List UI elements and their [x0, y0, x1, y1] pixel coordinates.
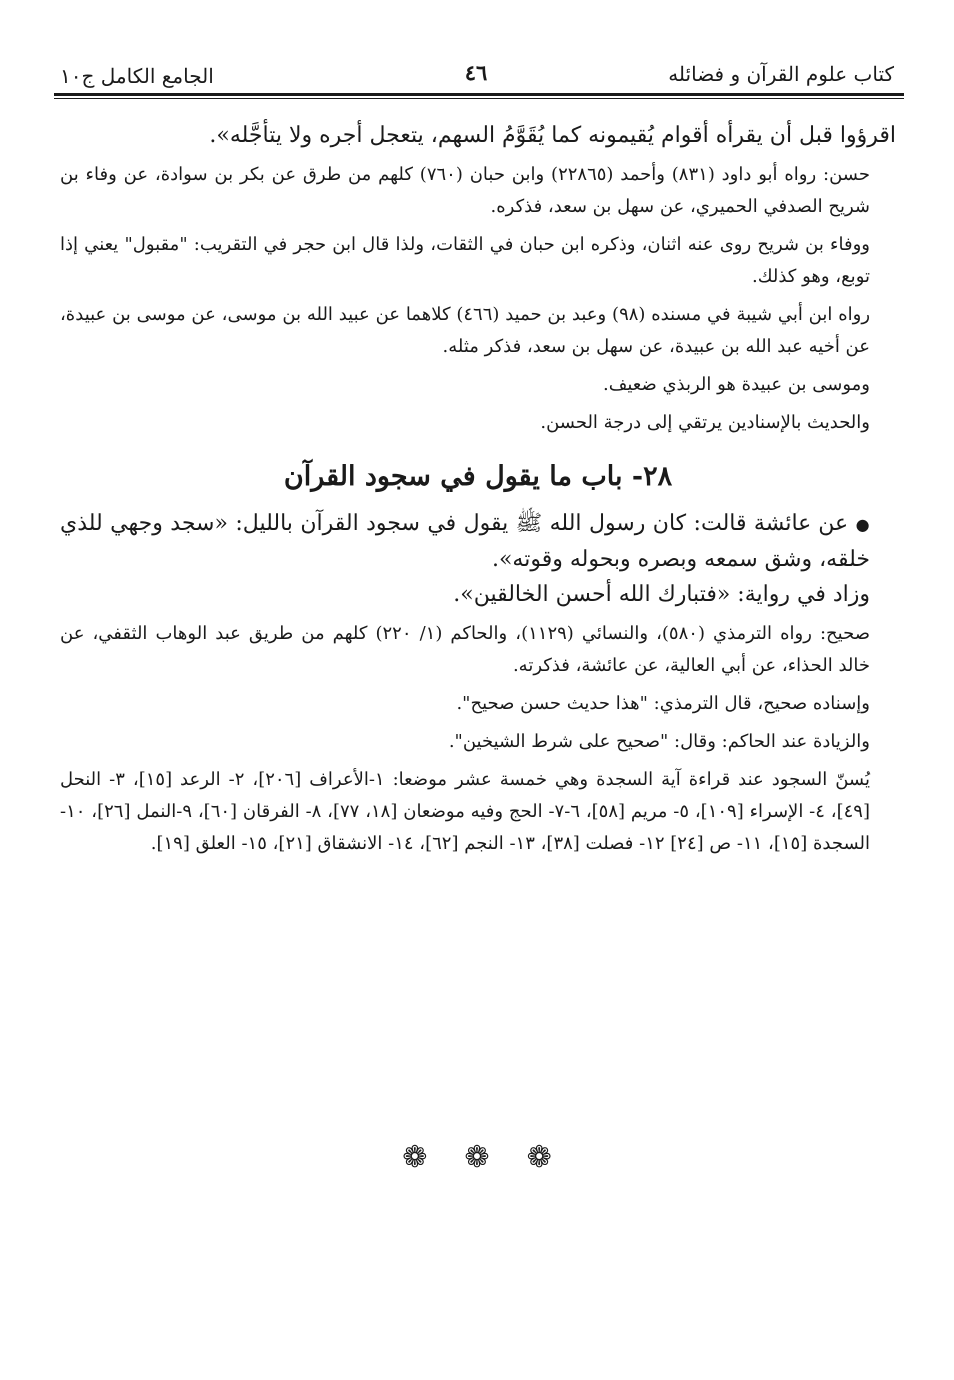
ornament-icon: ❁ [526, 1140, 552, 1175]
ornament-icon: ❁ [402, 1140, 428, 1175]
page-header [50, 56, 902, 96]
header-rule-thin [54, 98, 904, 99]
bullet-icon: ● [855, 515, 871, 534]
takhrij-note: حسن: رواه أبو داود (٨٣١) وأحمد (٢٢٨٦٥) وابن حبان (٧٦٠) كلهم من طرق عن بكر بن سوادة، عن وفاء بن شريح الصدفي الحميري، عن سهل بن سعد، فذكره. [60, 164, 870, 217]
hadith-addition: وزاد في رواية: «فتبارك الله أحسن الخالقين». [453, 582, 870, 607]
page-content [60, 118, 896, 860]
takhrij-note-2: رواه ابن أبي شيبة في مسنده (٩٨) وعبد بن حميد (٤٦٦) كلاهما عن عبيد الله بن موسى، عن موسى بن عبيدة، عن أخيه عبد الله بن عبيدة، عن سهل بن سعد، فذكر مثله. [60, 304, 871, 357]
narrator-note-2: وموسى بن عبيدة هو الربذي ضعيف. [602, 374, 870, 395]
book-title: كتاب علوم القرآن و فضائله [668, 62, 894, 86]
chapter-hadith-text: عن عائشة قالت: كان رسول الله ﷺ يقول في سجود القرآن بالليل: «سجد وجهي للذي خلقه، وشق سمعه وبصره وبحوله وقوته». [60, 511, 870, 572]
page-number: ٤٦ [464, 60, 488, 85]
chapter-hadith [60, 506, 896, 577]
header-rule-thick [54, 93, 904, 96]
chapter-title: ٢٨- باب ما يقول في سجود القرآن [283, 461, 673, 492]
ornament-icon: ❁ [464, 1140, 490, 1175]
end-ornaments [0, 1140, 954, 1175]
sajda-places-note: يُسنّ السجود عند قراءة آية السجدة وهي خمسة عشر موضعا: ١-الأعراف [٢٠٦]، ٢- الرعد [١٥]، ٣- النحل [٤٩]، ٤- الإسراء [١٠٩]، ٥- مريم [٥٨]، ٦-٧- الحج وفيه موضعان [١٨، ٧٧]، ٨- الفرقان [٦٠]، ٩-النمل [٢٦]، ١٠- السجدة [١٥]، ١١- ص [٢٤] ١٢- فصلت [٣٨]، ١٣- النجم [٦٢]، ١٤- الانشقاق [٢١]، ١٥- العلق [١٩]. [60, 769, 870, 854]
narrator-note: ووفاء بن شريح روى عنه اثنان، وذكره ابن حبان في الثقات، ولذا قال ابن حجر في التقريب: "مقبول" يعني إذا توبع، وهو كذلك. [60, 234, 870, 287]
grading-note: والحديث بالإسنادين يرتقي إلى درجة الحسن. [540, 412, 870, 433]
hadith-continuation: اقرؤوا قبل أن يقرأه أقوام يُقيمونه كما يُقَوَّمُ السهم، يتعجل أجره ولا يتأجَّله». [209, 123, 896, 148]
series-title: الجامع الكامل ج١٠ [60, 64, 214, 88]
chapter-isnad-note: وإسناده صحيح، قال الترمذي: "هذا حديث حسن صحيح". [456, 693, 870, 714]
chapter-addition-note: والزيادة عند الحاكم: وقال: "صحيح على شرط الشيخين". [448, 731, 870, 752]
chapter-takhrij: صحيح: رواه الترمذي (٥٨٠)، والنسائي (١١٢٩)، والحاكم (١/ ٢٢٠) كلهم من طريق عبد الوهاب الثقفي، عن خالد الحذاء، عن أبي العالية، عن عائشة، فذكرته. [60, 623, 870, 676]
